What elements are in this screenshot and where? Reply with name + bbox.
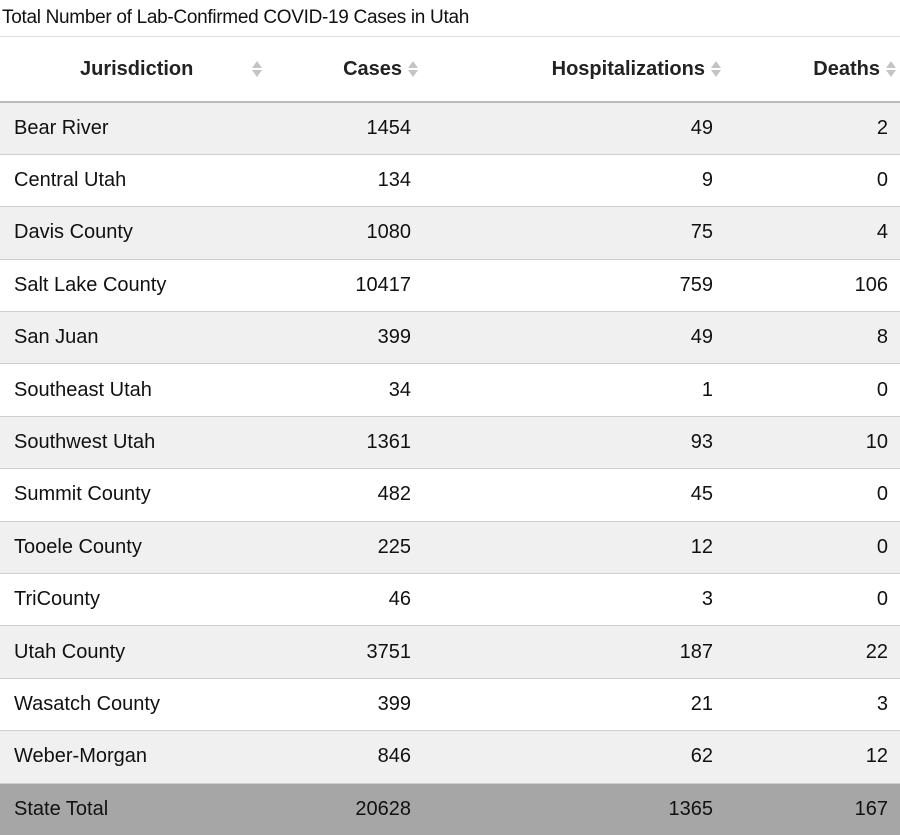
cell-deaths: 0 (876, 378, 888, 401)
table-row (0, 154, 900, 206)
total-row (0, 783, 900, 835)
cell-jurisdiction: Davis County (14, 221, 133, 244)
table-row (0, 574, 900, 626)
total-deaths: 167 (854, 797, 888, 820)
cell-hospitalizations: 187 (679, 640, 713, 663)
column-header-deaths[interactable] (725, 37, 900, 103)
column-header-jurisdiction[interactable] (0, 37, 276, 103)
cell-cases: 1361 (366, 431, 411, 454)
cell-cases: 3751 (366, 640, 411, 663)
cell-hospitalizations: 759 (679, 273, 713, 296)
total-hospitalizations: 1365 (668, 797, 713, 820)
table-row (0, 521, 900, 573)
table-row (0, 731, 900, 783)
cell-deaths: 3 (876, 692, 888, 715)
table-row (0, 102, 900, 154)
column-header-cases[interactable] (276, 37, 422, 103)
cell-jurisdiction: Wasatch County (14, 692, 160, 715)
cell-cases: 225 (377, 535, 411, 558)
cell-deaths: 12 (865, 745, 888, 768)
sort-arrows-icon[interactable] (711, 60, 721, 78)
cell-cases: 10417 (355, 273, 411, 296)
cell-hospitalizations: 75 (690, 221, 713, 244)
cell-cases: 46 (388, 588, 411, 611)
cell-deaths: 8 (876, 326, 888, 349)
cell-hospitalizations: 49 (690, 116, 713, 139)
cell-deaths: 22 (865, 640, 888, 663)
column-header-hospitalizations[interactable] (422, 37, 725, 103)
cell-jurisdiction: Southwest Utah (14, 431, 156, 454)
page-title: Total Number of Lab-Confirmed COVID-19 Cases in Utah (2, 7, 469, 28)
table-header (0, 37, 900, 103)
cell-jurisdiction: Weber-Morgan (14, 745, 148, 768)
table-row (0, 259, 900, 311)
cell-cases: 1080 (366, 221, 411, 244)
total-cases: 20628 (355, 797, 411, 820)
cell-hospitalizations: 3 (701, 588, 713, 611)
cases-table-container (0, 36, 900, 835)
cell-deaths: 106 (854, 273, 888, 296)
table-row (0, 312, 900, 364)
cell-jurisdiction: Bear River (14, 116, 109, 139)
cell-deaths: 10 (865, 431, 888, 454)
cell-deaths: 0 (876, 169, 888, 192)
sort-arrows-icon[interactable] (886, 60, 896, 78)
cell-cases: 399 (377, 692, 411, 715)
cell-deaths: 0 (876, 535, 888, 558)
table-row (0, 364, 900, 416)
cell-hospitalizations: 12 (690, 535, 713, 558)
cell-deaths: 4 (876, 221, 888, 244)
cell-cases: 846 (377, 745, 411, 768)
table-body (0, 102, 900, 783)
cell-cases: 134 (377, 169, 411, 192)
cell-deaths: 2 (876, 116, 888, 139)
column-header-label: Cases (343, 57, 402, 80)
sort-arrows-icon[interactable] (408, 60, 418, 78)
cell-jurisdiction: Utah County (14, 640, 126, 663)
header-row (0, 37, 900, 103)
table-row (0, 416, 900, 468)
cell-jurisdiction: Tooele County (14, 535, 142, 558)
cell-hospitalizations: 45 (690, 483, 713, 506)
cell-hospitalizations: 1 (701, 378, 713, 401)
cell-hospitalizations: 49 (690, 326, 713, 349)
table-footer (0, 783, 900, 835)
cell-deaths: 0 (876, 588, 888, 611)
cell-jurisdiction: Southeast Utah (14, 378, 152, 401)
sort-arrows-icon[interactable] (252, 60, 262, 78)
column-header-label: Hospitalizations (551, 57, 705, 80)
cell-hospitalizations: 9 (701, 169, 713, 192)
total-label: State Total (14, 797, 109, 820)
cell-hospitalizations: 93 (690, 431, 713, 454)
cell-deaths: 0 (876, 483, 888, 506)
cell-cases: 1454 (366, 116, 411, 139)
cell-jurisdiction: San Juan (14, 326, 99, 349)
cell-hospitalizations: 21 (690, 692, 713, 715)
column-header-label: Deaths (813, 57, 880, 80)
column-header-label: Jurisdiction (80, 57, 194, 80)
table-row (0, 207, 900, 259)
cell-jurisdiction: TriCounty (14, 588, 100, 611)
cell-hospitalizations: 62 (690, 745, 713, 768)
cell-cases: 34 (388, 378, 411, 401)
table-row (0, 678, 900, 730)
cell-jurisdiction: Central Utah (14, 169, 127, 192)
table-row (0, 469, 900, 521)
cell-cases: 482 (377, 483, 411, 506)
cell-jurisdiction: Salt Lake County (14, 273, 167, 296)
cell-cases: 399 (377, 326, 411, 349)
table-row (0, 626, 900, 678)
cell-jurisdiction: Summit County (14, 483, 151, 506)
cases-table (0, 36, 900, 835)
